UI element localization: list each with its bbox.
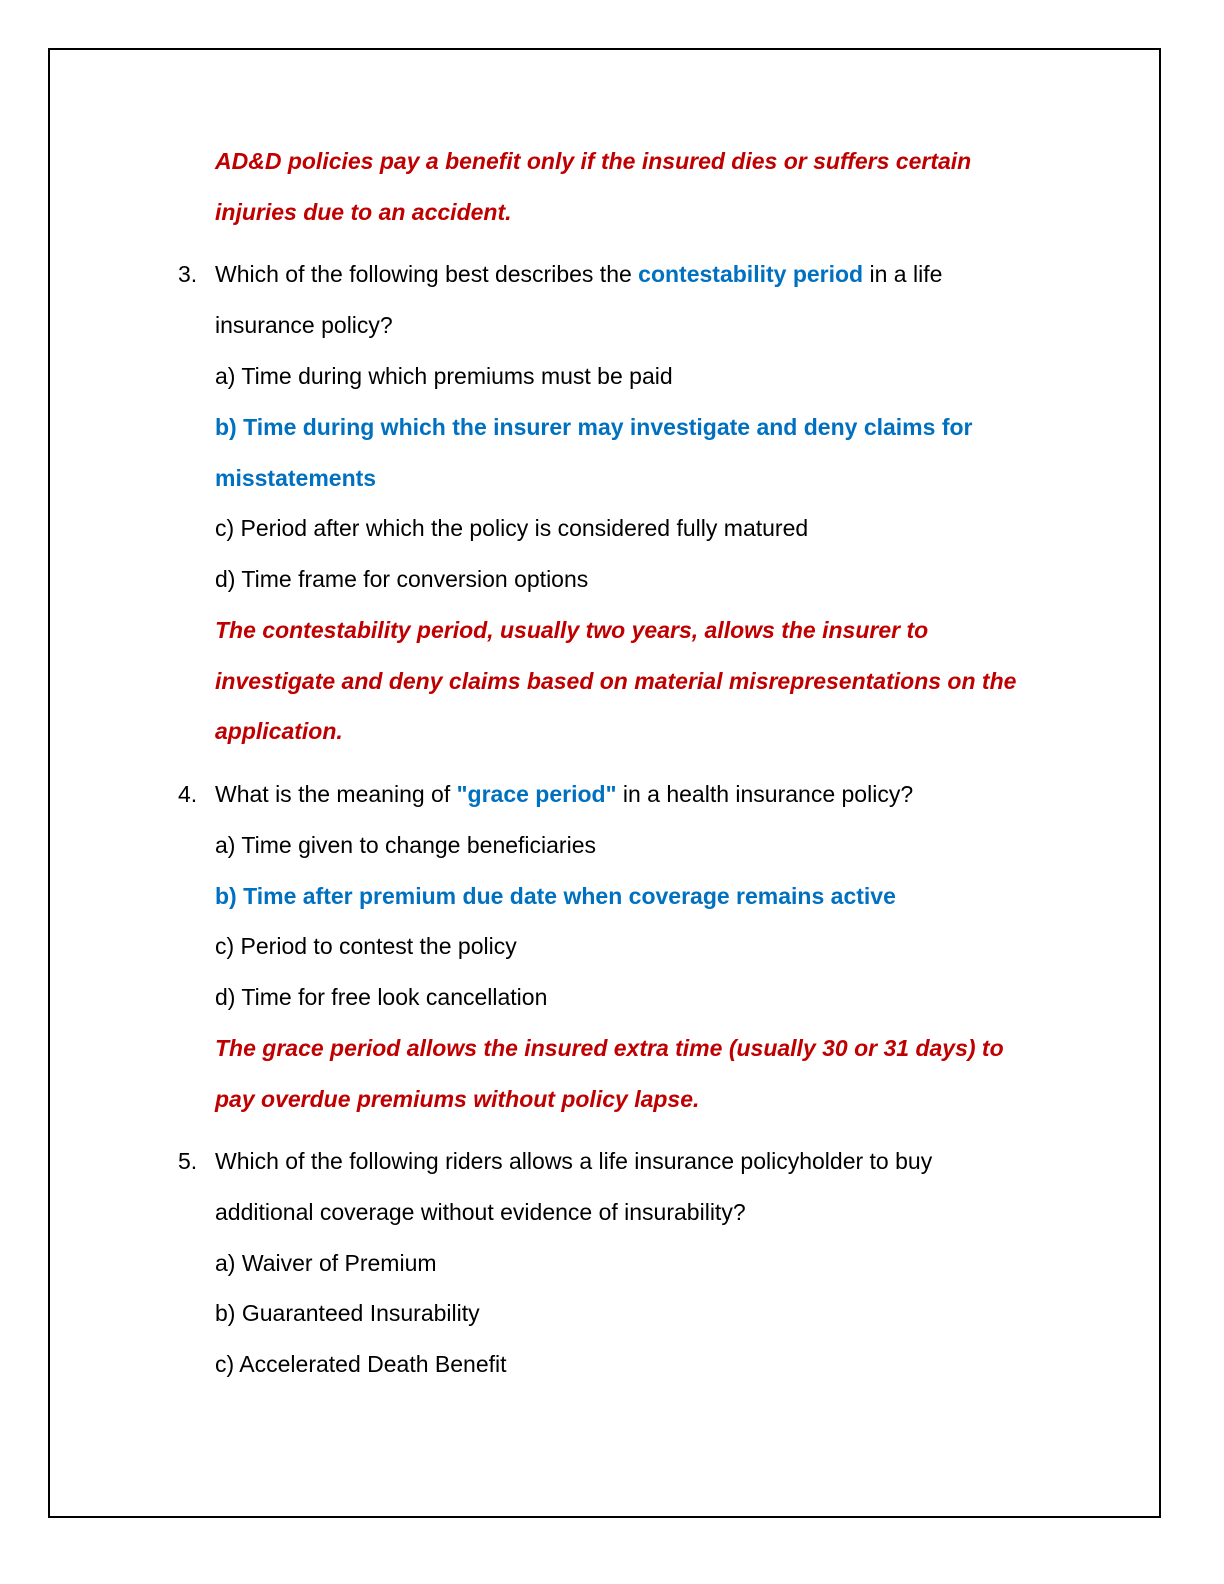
q3-key-term: contestability period xyxy=(638,261,864,287)
q3-explanation-line-3: application. xyxy=(215,718,343,744)
q5-option-b: b) Guaranteed Insurability xyxy=(215,1300,480,1326)
q3-question-text-post: in a life xyxy=(863,261,943,287)
q4-option-a: a) Time given to change beneficiaries xyxy=(215,832,596,858)
q3-explanation-line-2: investigate and deny claims based on material misrepresentations on the xyxy=(215,668,1017,694)
q4-key-term: "grace period" xyxy=(456,781,617,807)
q3-option-b-line-1: b) Time during which the insurer may investigate and deny claims for xyxy=(215,414,973,440)
q4-question-text-post: in a health insurance policy? xyxy=(616,781,914,807)
q4-option-b: b) Time after premium due date when coverage remains active xyxy=(215,883,896,909)
q3-question-text-pre: Which of the following best describes the xyxy=(215,261,639,287)
q4-option-c: c) Period to contest the policy xyxy=(215,933,517,959)
q2-explanation-line-2: injuries due to an accident. xyxy=(215,199,512,225)
q3-question-line-1 xyxy=(215,259,942,289)
q3-question-line-2: insurance policy? xyxy=(215,312,393,338)
q3-option-d: d) Time frame for conversion options xyxy=(215,566,589,592)
q3-option-a: a) Time during which premiums must be paid xyxy=(215,363,673,389)
q5-question-line-1: Which of the following riders allows a life insurance policyholder to buy xyxy=(215,1148,933,1174)
q3-option-b-line-2: misstatements xyxy=(215,465,377,491)
q4-explanation-line-1: The grace period allows the insured extra time (usually 30 or 31 days) to xyxy=(215,1035,1004,1061)
q4-number: 4. xyxy=(178,781,198,807)
q5-number: 5. xyxy=(178,1148,198,1174)
q5-option-c: c) Accelerated Death Benefit xyxy=(215,1351,507,1377)
q3-option-c: c) Period after which the policy is considered fully matured xyxy=(215,515,809,541)
q5-option-a: a) Waiver of Premium xyxy=(215,1250,437,1276)
q4-explanation-line-2: pay overdue premiums without policy lapse. xyxy=(215,1086,700,1112)
q3-explanation-line-1: The contestability period, usually two years, allows the insurer to xyxy=(215,617,929,643)
q4-question-line-1 xyxy=(215,779,913,809)
q4-option-d: d) Time for free look cancellation xyxy=(215,984,548,1010)
q3-number: 3. xyxy=(178,261,198,287)
q5-question-line-2: additional coverage without evidence of insurability? xyxy=(215,1199,746,1225)
q4-question-text-pre: What is the meaning of xyxy=(215,781,457,807)
q2-explanation-line-1: AD&D policies pay a benefit only if the insured dies or suffers certain xyxy=(215,148,972,174)
